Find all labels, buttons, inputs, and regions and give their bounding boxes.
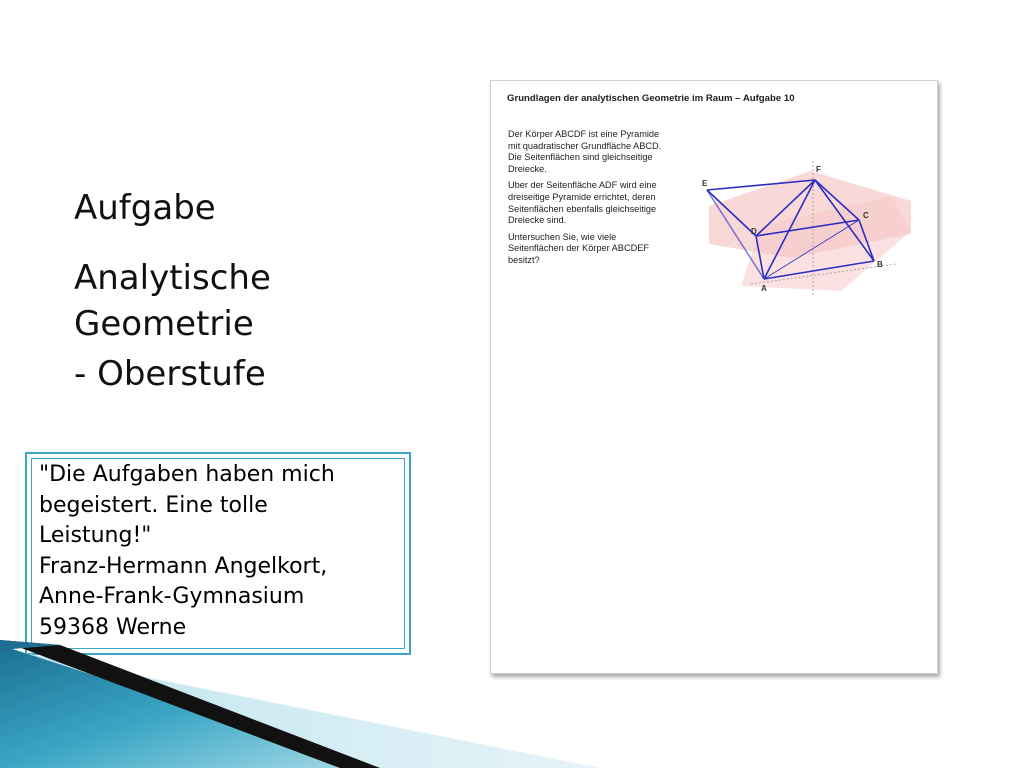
worksheet-paragraph-1 — [508, 129, 708, 175]
title-line-4: - Oberstufe — [74, 354, 266, 394]
quote-line: Leistung!" — [39, 523, 152, 548]
worksheet-preview — [490, 80, 938, 674]
title-line-3: Geometrie — [74, 304, 254, 344]
worksheet-line: besitzt? — [508, 254, 540, 265]
worksheet-line: mit quadratischer Grundfläche ABCD. — [508, 140, 662, 151]
quote-line: 59368 Werne — [39, 614, 187, 640]
testimonial-box — [25, 452, 411, 655]
label-D: D — [751, 227, 757, 236]
corner-decoration — [0, 640, 600, 768]
testimonial-text — [39, 460, 401, 643]
worksheet-line: Dreiecke sind. — [508, 215, 567, 226]
worksheet-line: Seitenflächen der Körper ABCDEF — [508, 243, 649, 254]
worksheet-line: Der Körper ABCDF ist eine Pyramide — [508, 129, 660, 139]
worksheet-line: Untersuchen Sie, wie viele — [508, 231, 617, 242]
slide-title — [74, 185, 474, 397]
worksheet-line: dreiseitige Pyramide errichtet, deren — [508, 191, 656, 202]
worksheet-title: Grundlagen der analytischen Geometrie im Raum – Aufgabe 10 — [507, 93, 795, 104]
label-B: B — [877, 260, 883, 269]
quote-line: Franz-Hermann Angelkort, — [39, 553, 328, 579]
label-E: E — [702, 179, 708, 188]
label-C: C — [863, 211, 869, 220]
worksheet-line: Die Seitenflächen sind gleichseitige — [508, 152, 653, 163]
worksheet-paragraph-2 — [508, 180, 708, 226]
label-F: F — [816, 165, 821, 174]
title-line-2: Analytische — [74, 258, 271, 298]
worksheet-line: Uber der Seitenfläche ADF wird eine — [508, 180, 657, 191]
label-A: A — [761, 284, 767, 293]
pyramid-figure — [701, 156, 921, 296]
worksheet-line: Seitenflächen ebenfalls gleichseitige — [508, 203, 657, 214]
quote-line: begeistert. Eine tolle — [39, 492, 268, 518]
quote-line: Anne-Frank-Gymnasium — [39, 584, 305, 609]
worksheet-text — [508, 129, 708, 272]
title-line-1: Aufgabe — [74, 188, 216, 228]
worksheet-paragraph-3 — [508, 232, 708, 267]
quote-line: "Die Aufgaben haben mich — [39, 462, 335, 487]
worksheet-line: Dreiecke. — [508, 163, 547, 174]
